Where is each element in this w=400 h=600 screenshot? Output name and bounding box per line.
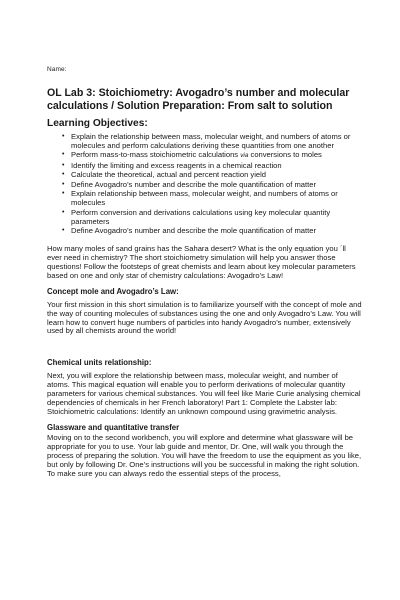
objective-item-via: via bbox=[240, 152, 249, 160]
section-text-units: Next, you will explore the relationship between mass, molecular weight, and number of atoms. This magical equation will enable you to perform derivations of molecular quantity parameters for various chemical substances. You will feel like Marie Curie analysing chemical dependencies of chemicals in her French laboratory! Part 1: Complete the Labster lab: Stoichiometric calculations: Identify an unknown compound using gravimetric analysis. bbox=[47, 371, 361, 416]
section-heading-mole: Concept mole and Avogadro’s Law: bbox=[47, 286, 179, 296]
document-title: OL Lab 3: Stoichiometry: Avogadro’s number and molecular calculations / Solution Preparation: From salt to solution bbox=[47, 87, 350, 112]
objective-item: • Perform conversion and derivations calculations using key molecular quantity parameters bbox=[71, 209, 362, 227]
spacer bbox=[47, 342, 362, 358]
objectives-heading: Learning Objectives: bbox=[47, 118, 148, 129]
name-label: Name: bbox=[47, 66, 67, 73]
objective-item-suffix: conversions to moles bbox=[248, 150, 322, 160]
section-heading-units: Chemical units relationship: bbox=[47, 358, 152, 368]
objective-item: • Explain relationship between mass, molecular weight, and numbers of atoms or molecules bbox=[71, 190, 362, 208]
objective-item-text: Perform mass-to-mass stoichiometric calculations bbox=[71, 150, 239, 160]
objective-item: • Define Avogadro’s number and describe the mole quantification of matter bbox=[71, 227, 362, 236]
objective-item: • Define Avogadro’s number and describe the mole quantification of matter bbox=[71, 181, 362, 190]
objective-item: • Identify the limiting and excess reagents in a chemical reaction bbox=[71, 162, 362, 171]
section-text-glassware: Moving on to the second workbench, you will explore and determine what glassware will be appropriate for you to use. Your lab guide and mentor, Dr. One, will walk you through the process of preparing the solution. You will have the freedom to use the equipment as you like, but only by following Dr. One’s instructions will you be successful in making the right solution. To make sure you can always redo the essential steps of the process, bbox=[47, 432, 362, 478]
section-text-mole: Your first mission in this short simulation is to familiarize yourself with the concept of mole and the way of counting molecules of substances using the one and only Avogadro’s Law. You will learn how to convert huge numbers of particles into handy Avogadro’s number, extensively used by all chemists around the world! bbox=[47, 299, 362, 336]
intro-paragraph: How many moles of sand grains has the Sahara desert? What is the only equation you ´ll ever need in chemistry? The short stoichiometry simulation will help you answer those questions! Follow the footsteps of great chemists and learn about key molecular parameters based on one and only star of chemistry calculations: Avogadro’s Law! bbox=[47, 244, 356, 280]
section-heading-glassware: Glassware and quantitative transfer bbox=[47, 422, 180, 432]
objective-item: • Calculate the theoretical, actual and percent reaction yield bbox=[71, 171, 362, 180]
objectives-list bbox=[47, 133, 362, 236]
objective-item bbox=[71, 151, 362, 161]
objective-item: • Explain the relationship between mass, molecular weight, and numbers of atoms or molecules and perform calculations deriving these quantities from one another bbox=[71, 133, 362, 151]
